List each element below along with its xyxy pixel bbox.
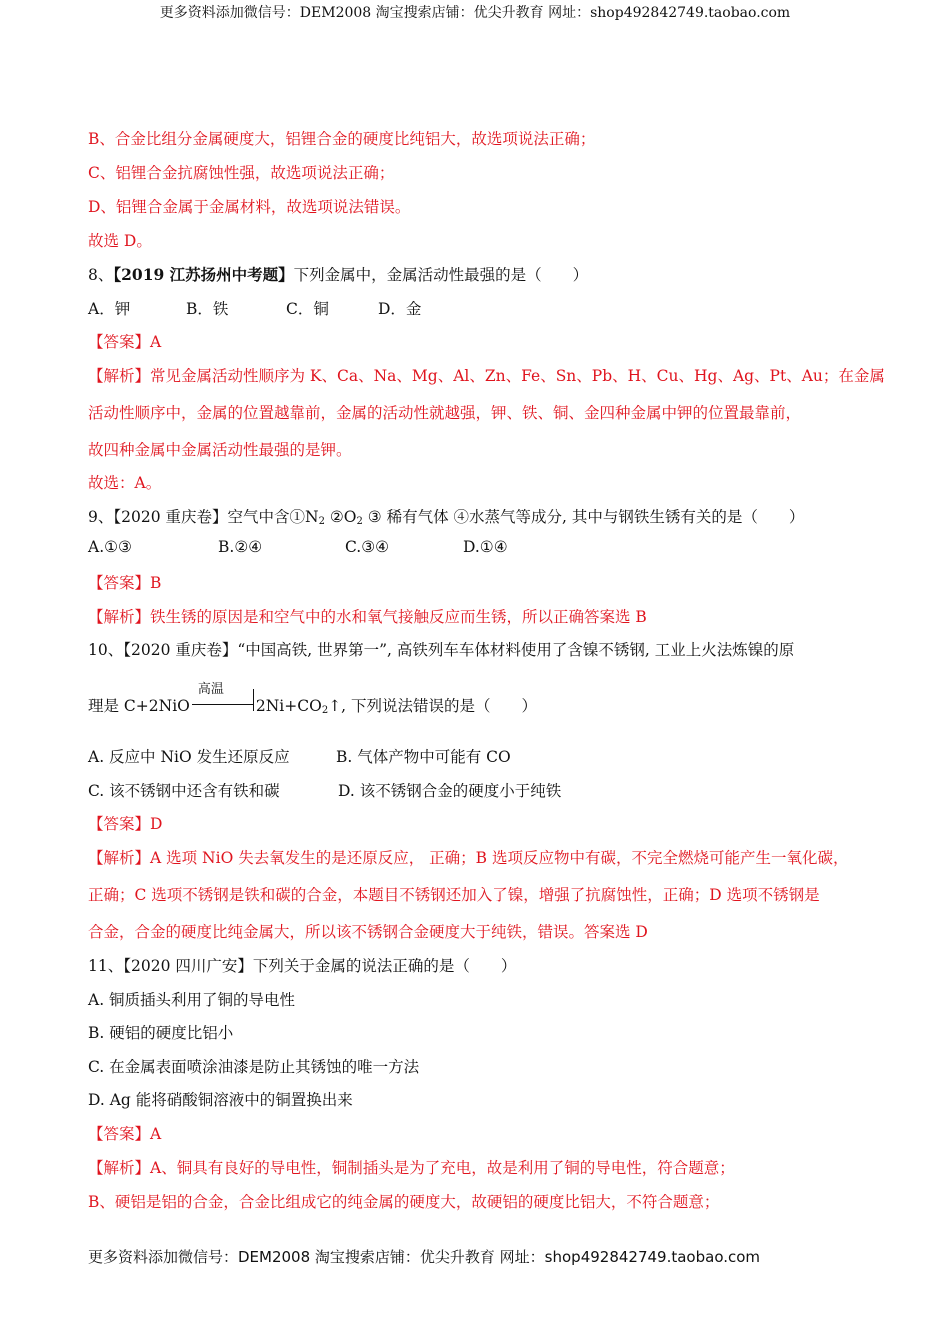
equation-products: 2Ni+CO [255,697,322,715]
reaction-arrow [192,682,254,713]
question-number: 10、 [88,641,124,659]
equation-reactants: 理是 C+2NiO [88,697,190,715]
question-source-tag: 【2020 四川广安】 [123,957,253,975]
option-a: A. 反应中 NiO 发生还原反应 [88,748,290,766]
question-11 [88,954,516,976]
subscript: 2 [318,516,325,527]
option-d: D. Ag 能将硝酸铜溶液中的铜置换出来 [88,1091,353,1109]
question-source-tag: 【2019 江苏扬州中考题】 [113,265,294,284]
reaction-condition: 高温 [197,682,224,697]
page-header: 更多资料添加微信号：DEM2008 淘宝搜索店铺：优尖升教育 网址：shop492842749.taobao.com [159,5,791,21]
question-8 [88,263,588,285]
prev-analysis-d: D、铝锂合金属于金属材料，故选项说法错误。 [88,198,411,216]
option-c: C. 在金属表面喷涂油漆是防止其锈蚀的唯一方法 [88,1058,420,1076]
question-stem-part: 空气中含①N [227,508,319,526]
question-stem-part: ②O [324,508,357,526]
question-10-equation-line [88,682,538,716]
option-d: D.①④ [463,538,508,556]
option-d: D．金 [378,300,422,318]
prev-analysis-b: B、合金比组分金属硬度大，铝锂合金的硬度比纯铝大，故选项说法正确； [88,130,596,148]
question-number: 9、 [88,508,114,526]
option-a: A. 铜质插头利用了铜的导电性 [88,991,296,1009]
answer-11: 【答案】A [88,1125,162,1143]
question-number: 11、 [88,957,124,975]
question-9 [88,505,804,527]
choose-8: 故选：A。 [88,474,162,492]
option-b: B. 硬铝的硬度比铝小 [88,1024,234,1042]
question-10-options-row2 [88,779,561,801]
prev-analysis-c: C、铝锂合金抗腐蚀性强，故选项说法正确； [88,164,395,182]
question-stem: 下列金属中，金属活动性最强的是（ ） [293,266,589,284]
analysis-8-line3: 故四种金属中金属活动性最强的是钾。 [88,441,352,459]
subscript: 2 [356,516,363,527]
equals-bar-end [253,689,254,711]
question-stem-part: ③ 稀有气体 ④水蒸气等成分, 其中与钢铁生锈有关的是（ ） [362,508,805,526]
option-c: C．铜 [286,300,329,318]
option-b: B.②④ [218,538,263,556]
question-stem: ↑, 下列说法错误的是（ ） [328,697,538,715]
question-number: 8、 [88,266,114,284]
option-c: C.③④ [345,538,390,556]
page-footer: 更多资料添加微信号：DEM2008 淘宝搜索店铺：优尖升教育 网址：shop492842749.taobao.com [88,1248,761,1266]
question-source-tag: 【2020 重庆卷】 [113,508,228,526]
analysis-8-line2: 活动性顺序中，金属的位置越靠前，金属的活动性就越强，钾、铁、铜、金四种金属中钾的位置最靠前， [88,404,802,422]
option-c: C. 该不锈钢中还含有铁和碳 [88,782,280,800]
analysis-10-line3: 合金，合金的硬度比纯金属大，所以该不锈钢合金硬度大于纯铁，错误。答案选 D [88,923,648,941]
equals-bar [192,704,254,705]
question-source-tag: 【2020 重庆卷】 [123,641,238,659]
question-8-options [88,297,421,319]
question-stem: “中国高铁, 世界第一”, 高铁列车车体材料使用了含镍不锈钢, 工业上火法炼镍的原 [237,641,795,659]
question-stem: 下列关于金属的说法正确的是（ ） [252,957,517,975]
option-b: B．铁 [186,300,229,318]
prev-choose: 故选 D。 [88,232,152,250]
option-b: B. 气体产物中可能有 CO [336,748,511,766]
analysis-8-line1: 【解析】常见金属活动性顺序为 K、Ca、Na、Mg、Al、Zn、Fe、Sn、Pb、H、Cu、Hg、Ag、Pt、Au；在金属 [88,367,885,385]
analysis-9: 【解析】铁生锈的原因是和空气中的水和氧气接触反应而生锈，所以正确答案选 B [88,608,647,626]
analysis-10-line1: 【解析】A 选项 NiO 失去氧发生的是还原反应， 正确；B 选项反应物中有碳，不完全燃烧可能产生一氧化碳， [88,849,849,867]
question-9-options [88,538,508,556]
answer-8: 【答案】A [88,333,162,351]
question-10-options-row1 [88,745,511,767]
answer-9: 【答案】B [88,574,162,592]
analysis-11-a: 【解析】A、铜具有良好的导电性，铜制插头是为了充电，故是利用了铜的导电性，符合题意； [88,1159,735,1177]
option-d: D. 该不锈钢合金的硬度小于纯铁 [338,782,562,800]
analysis-11-b: B、硬铝是铝的合金，合金比组成它的纯金属的硬度大，故硬铝的硬度比铝大，不符合题意； [88,1193,720,1211]
subscript: 2 [321,705,329,716]
answer-10: 【答案】D [88,815,163,833]
analysis-10-line2: 正确；C 选项不锈钢是铁和碳的合金，本题目不锈钢还加入了镍，增强了抗腐蚀性，正确；D 选项不锈钢是 [88,886,820,904]
option-a: A.①③ [88,538,132,556]
question-10 [88,638,794,660]
option-a: A．钾 [88,300,131,318]
